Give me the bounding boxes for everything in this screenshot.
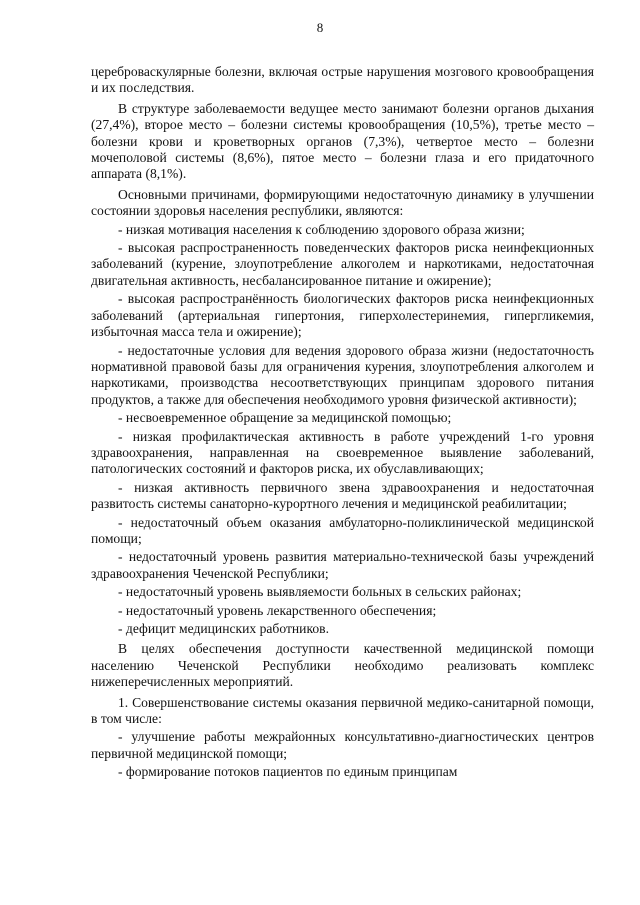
list-item: - высокая распространённость биологических факторов риска неинфекционных заболеваний (артериальная гипертония, гиперхолестеринемия, гипергликемия, избыточная масса тела и ожирение); (91, 291, 594, 340)
list-item: - низкая профилактическая активность в работе учреждений 1-го уровня здравоохранения, направленная на своевременное выявление заболеваний, патологических состояний и факторов риска, их обуславливающих; (91, 428, 594, 477)
list-item: - несвоевременное обращение за медицинской помощью; (118, 410, 452, 426)
page-number: 8 (316, 20, 324, 35)
paragraph: В целях обеспечения доступности качественной медицинской помощи населению Чеченской Республики необходимо реализовать комплекс нижеперечисленных мероприятий. (91, 641, 594, 690)
list-item: - низкая активность первичного звена здравоохранения и недостаточная развитость системы санаторно-курортного лечения и медицинской реабилитации; (91, 479, 594, 512)
document-body (91, 64, 594, 781)
list-item: - улучшение работы межрайонных консультативно-диагностических центров первичной медицинской помощи; (91, 729, 594, 761)
paragraph: В структуре заболеваемости ведущее место занимают болезни органов дыхания (27,4%), второе место – болезни системы кровообращения (10,5%), третье место – болезни крови и кроветворных органов (7,3%), четвертое место – болезни мочеполовой системы (8,6%), пятое место – болезни глаза и его придаточного аппарата (8,1%). (91, 100, 594, 182)
numbered-item: 1. Совершенствование системы оказания первичной медико-санитарной помощи, в том числе: (91, 694, 594, 727)
list-item: - недостаточный уровень лекарственного обеспечения; (118, 602, 437, 618)
list-item: - недостаточный уровень выявляемости больных в сельских районах; (118, 584, 522, 600)
list-item: - низкая мотивация населения к соблюдению здорового образа жизни; (118, 221, 525, 237)
list-item: - недостаточный объем оказания амбулаторно-поликлинической медицинской помощи; (91, 514, 594, 546)
list-item: - формирование потоков пациентов по единым принципам (118, 764, 458, 780)
list-item: - недостаточный уровень развития материально-технической базы учреждений здравоохранения Чеченской Республики; (91, 549, 594, 581)
list-item: - дефицит медицинских работников. (118, 621, 329, 636)
list-item: - высокая распространенность поведенческих факторов риска неинфекционных заболеваний (курение, злоупотребление алкоголем и наркотиками, недостаточная двигательная активность, несбалансированное питание и ожирение); (91, 240, 594, 288)
paragraph: Основными причинами, формирующими недостаточную динамику в улучшении состоянии здоровья населения республики, являются: (91, 186, 594, 219)
paragraph: цереброваскулярные болезни, включая острые нарушения мозгового кровообращения и их последствия. (91, 64, 594, 96)
list-item: - недостаточные условия для ведения здорового образа жизни (недостаточность нормативной правовой базы для ограничения курения, злоупотребления алкоголем и наркотиками, производства несоответствующих принципам здорового питания продуктов, а также для обеспечения необходимого уровня физической активности); (91, 342, 594, 407)
